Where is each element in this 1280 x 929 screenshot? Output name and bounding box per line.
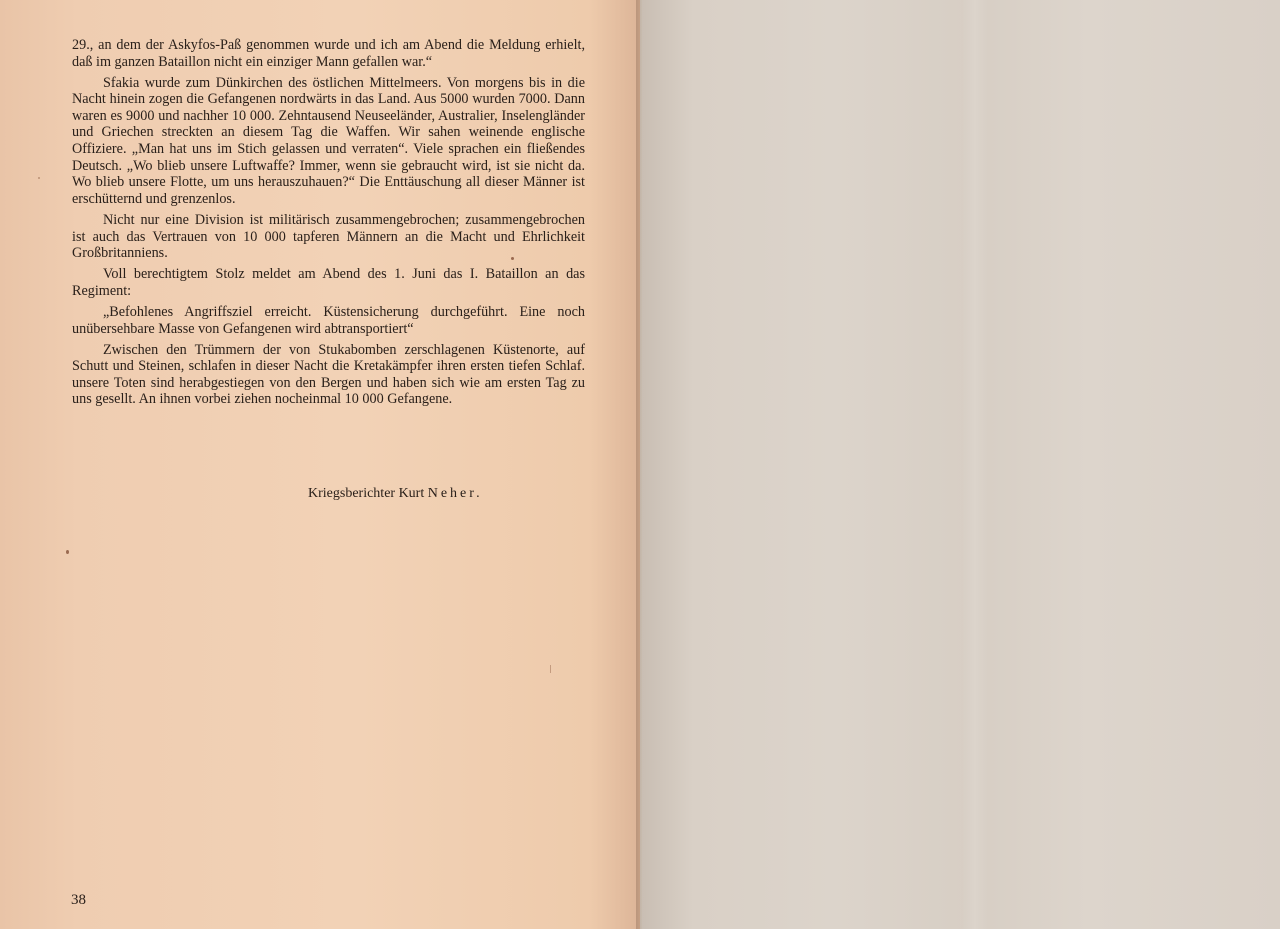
signature-prefix: Kriegsberichter Kurt	[308, 486, 428, 501]
paper-speck	[66, 550, 69, 554]
paper-speck	[511, 257, 514, 260]
signature-name: Neher.	[427, 486, 483, 501]
author-signature	[308, 486, 483, 502]
paper-speck	[550, 665, 551, 673]
paragraph-5-quote: „Befohlenes Angriffsziel erreicht. Küstensicherung durchgeführt. Eine noch unübersehbare Masse von Gefangenen wird abtransportiert“	[72, 303, 585, 337]
right-page-blank	[642, 0, 1280, 929]
paragraph-2: Sfakia wurde zum Dünkirchen des östlichen Mittelmeers. Von morgens bis in die Nacht hinein zogen die Gefangenen nordwärts in das Land. Aus 5000 wurden 7000. Dann waren es 9000 und nachher 10 000. Zehntausend Neuseeländer, Australier, Inselengländer und Griechen streckten an diesem Tag die Waffen. Wir sahen weinende englische Offiziere. „Man hat uns im Stich gelassen und verraten“. Viele sprachen ein fließendes Deutsch. „Wo blieb unsere Luftwaffe? Immer, wenn sie gebraucht wird, ist sie nicht da. Wo blieb unsere Flotte, um uns herauszuhauen?“ Die Enttäuschung all dieser Männer ist erschütternd und grenzenlos.	[72, 74, 585, 207]
paragraph-4: Voll berechtigtem Stolz meldet am Abend des 1. Juni das I. Bataillon an das Regiment:	[72, 266, 585, 299]
page-crease	[962, 0, 988, 929]
body-text	[72, 37, 585, 412]
page-number: 38	[71, 892, 86, 908]
paragraph-1: 29., an dem der Askyfos-Paß genommen wurde und ich am Abend die Meldung erhielt, daß im ganzen Bataillon nicht ein einziger Mann gefallen war.“	[72, 37, 585, 70]
paper-speck	[38, 177, 40, 179]
paragraph-3: Nicht nur eine Division ist militärisch zusammengebrochen; zusammengebrochen ist auch das Vertrauen von 10 000 tapferen Männern an die Macht und Ehrlichkeit Großbritanniens.	[72, 211, 585, 262]
paragraph-6: Zwischen den Trümmern der von Stukabomben zerschlagenen Küstenorte, auf Schutt und Steinen, schlafen in dieser Nacht die Kretakämpfer ihren ersten tiefen Schlaf. unsere Toten sind herabgestiegen von den Bergen und haben sich wie am ersten Tag zu uns gesellt. An ihnen vorbei ziehen nocheinmal 10 000 Gefangene.	[72, 341, 585, 408]
